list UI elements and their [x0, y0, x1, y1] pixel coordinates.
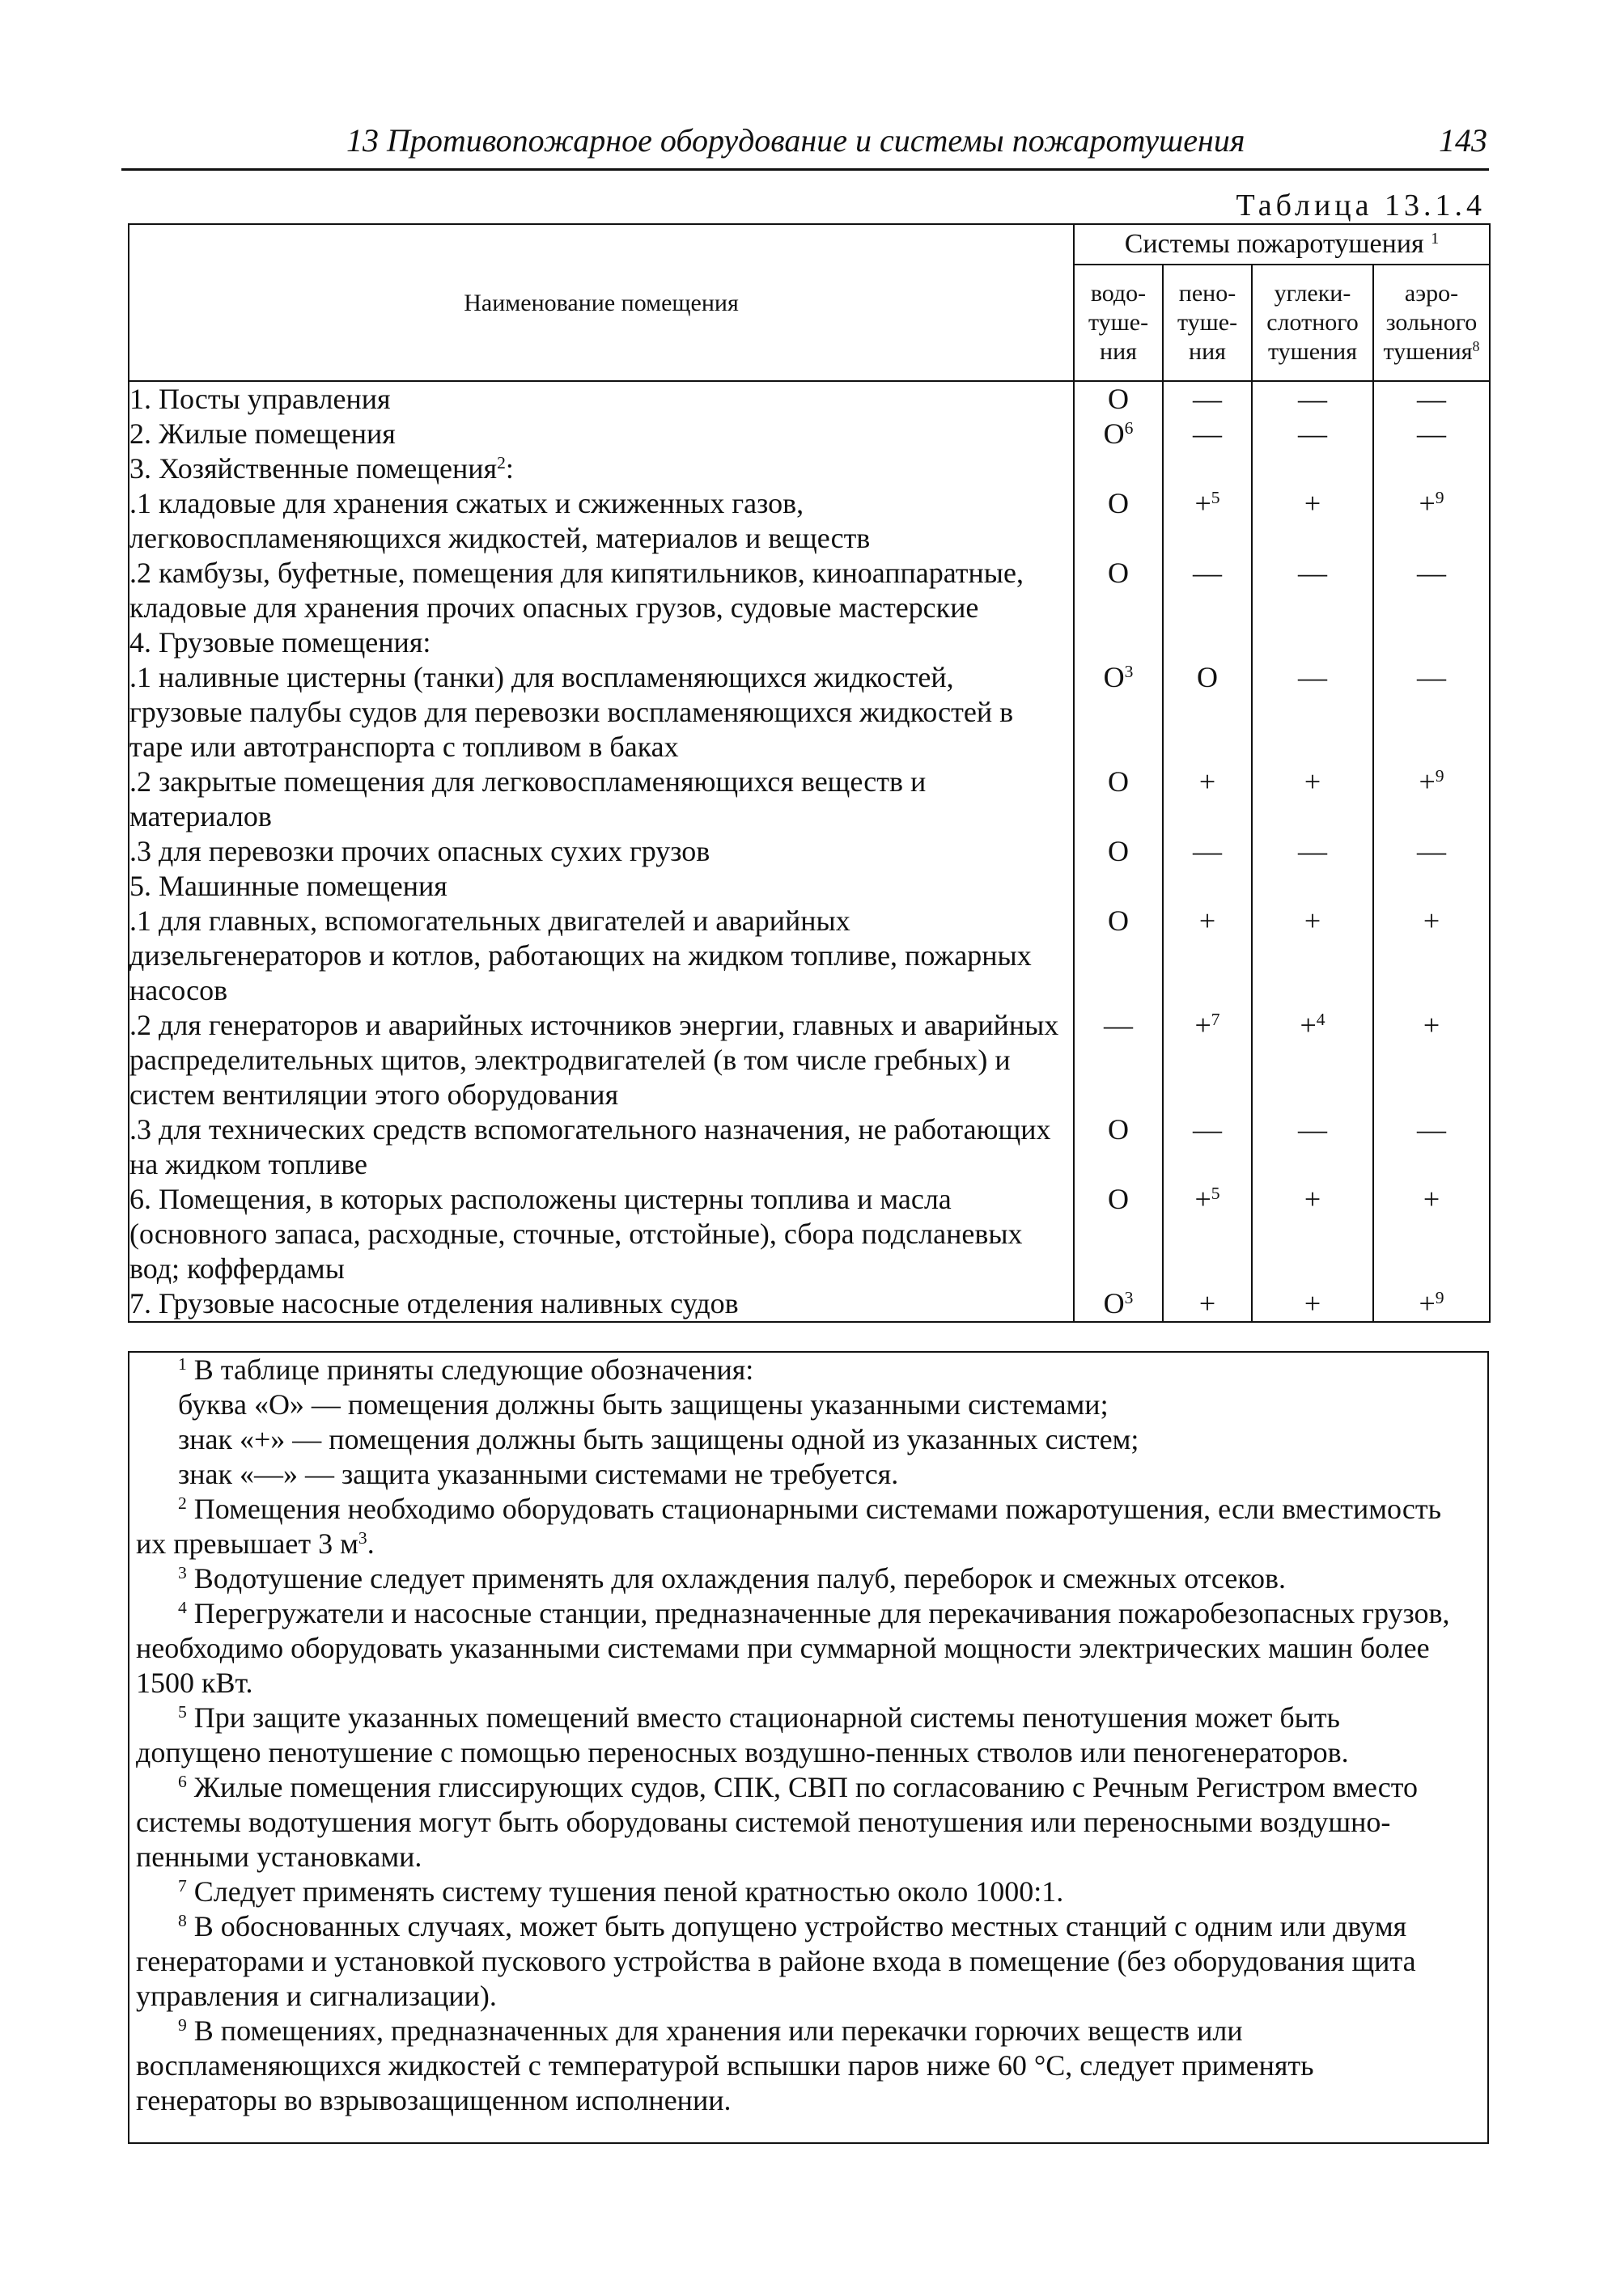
room-name-cell: 6. Помещения, в которых расположены цистерны топлива и масла (основного запаса, расходные, сточные, отстойные), сбора подсланевых вод; коффердамы: [129, 1182, 1074, 1286]
table-row: [129, 1112, 1490, 1182]
room-name-cell: 1. Посты управления: [129, 381, 1074, 417]
foam-value-cell: [1163, 451, 1252, 486]
co2-value-cell: —: [1252, 556, 1373, 625]
table-row: [129, 625, 1490, 660]
table-row: [129, 556, 1490, 625]
aerosol-value-cell: +: [1373, 904, 1490, 1008]
footnote-item: $^5$ При защите указанных помещений вместо стационарной системы пенотушения может быть допущено пенотушение с помощью переносных воздушно-пенных стволов или пеногенераторов.: [136, 1701, 1349, 1769]
header-water: водо- туше- ния: [1074, 265, 1163, 381]
foam-value-cell: [1163, 625, 1252, 660]
footnote-item: знак «+» — помещения должны быть защищены одной из указанных систем;: [178, 1423, 1139, 1455]
table-row: [129, 417, 1490, 451]
aerosol-value-cell: —: [1373, 834, 1490, 869]
foam-value-cell: —: [1163, 381, 1252, 417]
footnote-item: $^3$ Водотушение следует применять для охлаждения палуб, переборок и смежных отсеков.: [178, 1562, 1286, 1595]
water-value-cell: О: [1074, 1112, 1163, 1182]
footnote-mark: 5: [1211, 1184, 1220, 1204]
chapter-title: 13 Противопожарное оборудование и системы пожаротушения: [346, 122, 1245, 159]
room-name-cell: .2 закрытые помещения для легковоспламеняющихся веществ и материалов: [129, 765, 1074, 834]
foam-value-cell: —: [1163, 834, 1252, 869]
water-value-cell: О: [1074, 381, 1163, 417]
room-name-cell: .2 для генераторов и аварийных источников энергии, главных и аварийных распределительных щитов, электродвигателей (в том числе гребных) и систем вентиляции этого оборудования: [129, 1008, 1074, 1112]
co2-value-cell: +: [1252, 1182, 1373, 1286]
footnote-number: 4: [178, 1598, 187, 1618]
foam-value-cell: +$^5$: [1163, 1182, 1252, 1286]
aerosol-value-cell: +$^9$: [1373, 1286, 1490, 1322]
header-foam: пено- туше- ния: [1163, 265, 1252, 381]
table-row: [129, 765, 1490, 834]
header-aerosol-note: 8: [1472, 338, 1480, 355]
aerosol-value-cell: —: [1373, 556, 1490, 625]
table-body: [129, 381, 1490, 1322]
water-value-cell: О: [1074, 834, 1163, 869]
footnote-mark: 3: [1124, 1288, 1134, 1308]
footnote-item: $^9$ В помещениях, предназначенных для хранения или перекачки горючих веществ или воспламеняющихся жидкостей с температурой вспышки паров ниже 60 °С, следует применять генераторы во взрывозащищенном исполнении.: [136, 2014, 1314, 2116]
aerosol-value-cell: —: [1373, 417, 1490, 451]
aerosol-value-cell: +$^9$: [1373, 765, 1490, 834]
footnote-mark: 7: [1211, 1010, 1220, 1030]
running-header: [121, 120, 1489, 171]
co2-value-cell: +$^4$: [1252, 1008, 1373, 1112]
aerosol-value-cell: —: [1373, 381, 1490, 417]
water-value-cell: О: [1074, 765, 1163, 834]
co2-value-cell: —: [1252, 417, 1373, 451]
footnote-mark: 6: [1124, 418, 1134, 438]
footnote-mark: 9: [1435, 766, 1444, 786]
co2-value-cell: +: [1252, 1286, 1373, 1322]
footnote-item: буква «О» — помещения должны быть защищены указанными системами;: [178, 1388, 1109, 1421]
co2-value-cell: [1252, 451, 1373, 486]
foam-value-cell: —: [1163, 417, 1252, 451]
co2-value-cell: —: [1252, 834, 1373, 869]
table-row: [129, 834, 1490, 869]
aerosol-value-cell: —: [1373, 1112, 1490, 1182]
water-value-cell: [1074, 625, 1163, 660]
aerosol-value-cell: [1373, 625, 1490, 660]
foam-value-cell: +$^5$: [1163, 486, 1252, 556]
water-value-cell: О: [1074, 904, 1163, 1008]
room-name-cell: .2 камбузы, буфетные, помещения для кипятильников, киноаппаратные, кладовые для хранения прочих опасных грузов, судовые мастерские: [129, 556, 1074, 625]
room-name-cell: 3. Хозяйственные помещения$^2$:: [129, 451, 1074, 486]
footnote-item: знак «—» — защита указанными системами не требуется.: [178, 1458, 899, 1490]
water-value-cell: $О^3$: [1074, 1286, 1163, 1322]
footnote-mark: 9: [1435, 488, 1444, 508]
co2-value-cell: +: [1252, 765, 1373, 834]
room-name-cell: .1 наливные цистерны (танки) для воспламеняющихся жидкостей, грузовые палубы судов для перевозки воспламеняющихся жидкостей в таре или автотранспорта с топливом в баках: [129, 660, 1074, 765]
table-row: [129, 904, 1490, 1008]
co2-value-cell: —: [1252, 381, 1373, 417]
foam-value-cell: О: [1163, 660, 1252, 765]
aerosol-value-cell: +$^9$: [1373, 486, 1490, 556]
header-systems: Системы пожаротушения $^1$: [1074, 224, 1490, 265]
header-aerosol: аэро- зольного тушения$^8$: [1373, 265, 1490, 381]
footnote-mark: 4: [1316, 1010, 1325, 1030]
co2-value-cell: [1252, 869, 1373, 904]
table-caption: Таблица 13.1.4: [1236, 189, 1486, 222]
footnote-number: 2: [178, 1493, 187, 1514]
table-row: [129, 869, 1490, 904]
footnote-number: 3: [178, 1563, 187, 1583]
co2-value-cell: —: [1252, 660, 1373, 765]
water-value-cell: О: [1074, 1182, 1163, 1286]
fire-systems-table: [128, 223, 1491, 1323]
footnote-item: $^4$ Перегружатели и насосные станции, предназначенные для перекачивания пожаробезопасных грузов, необходимо оборудовать указанными системами при суммарной мощности электрических машин более 1500 кВт.: [136, 1597, 1450, 1699]
header-co2: углеки- слотного тушения: [1252, 265, 1373, 381]
foam-value-cell: +$^7$: [1163, 1008, 1252, 1112]
table-row: [129, 1008, 1490, 1112]
footnote-number: 5: [178, 1702, 187, 1722]
table-notes: [128, 1351, 1489, 2144]
room-name-cell: .1 кладовые для хранения сжатых и сжиженных газов, легковоспламеняющихся жидкостей, материалов и веществ: [129, 486, 1074, 556]
aerosol-value-cell: [1373, 869, 1490, 904]
foam-value-cell: —: [1163, 556, 1252, 625]
header-systems-note: 1: [1431, 229, 1440, 248]
water-value-cell: О: [1074, 556, 1163, 625]
room-name-cell: 2. Жилые помещения: [129, 417, 1074, 451]
water-value-cell: —: [1074, 1008, 1163, 1112]
aerosol-value-cell: +: [1373, 1008, 1490, 1112]
room-name-cell: .1 для главных, вспомогательных двигателей и аварийных дизельгенераторов и котлов, работающих на жидком топливе, пожарных насосов: [129, 904, 1074, 1008]
footnote-item: $^7$ Следует применять систему тушения пеной кратностью около 1000:1.: [178, 1875, 1064, 1908]
co2-value-cell: [1252, 625, 1373, 660]
room-name-cell: 7. Грузовые насосные отделения наливных судов: [129, 1286, 1074, 1322]
footnote-mark: 9: [1435, 1288, 1444, 1308]
water-value-cell: $О^3$: [1074, 660, 1163, 765]
co2-value-cell: +: [1252, 486, 1373, 556]
water-value-cell: [1074, 451, 1163, 486]
header-room-name: Наименование помещения: [129, 224, 1074, 381]
footnote-number: 1: [178, 1354, 187, 1375]
footnote-number: 7: [178, 1876, 187, 1896]
footnote-mark: 3: [1124, 662, 1134, 682]
aerosol-value-cell: —: [1373, 660, 1490, 765]
footnote-item: $^8$ В обоснованных случаях, может быть допущено устройство местных станций с одним или двумя генераторами и установкой пускового устройства в районе входа в помещение (без оборудования щита управления и сигнализации).: [136, 1910, 1416, 2012]
room-name-cell: 5. Машинные помещения: [129, 869, 1074, 904]
water-value-cell: $О^6$: [1074, 417, 1163, 451]
foam-value-cell: +: [1163, 765, 1252, 834]
table-row: [129, 486, 1490, 556]
footnote-item: $^6$ Жилые помещения глиссирующих судов, СПК, СВП по согласованию с Речным Регистром вместо системы водотушения могут быть оборудованы системой пенотушения или переносными воздушно-пенными установками.: [136, 1771, 1419, 1873]
table-row: [129, 451, 1490, 486]
footnote-item: $^2$ Помещения необходимо оборудовать стационарными системами пожаротушения, если вместимость их превышает 3 $м^3$.: [136, 1493, 1442, 1560]
footnote-mark: 5: [1211, 488, 1220, 508]
table-row: [129, 381, 1490, 417]
page-number: 143: [1439, 122, 1487, 159]
foam-value-cell: [1163, 869, 1252, 904]
co2-value-cell: —: [1252, 1112, 1373, 1182]
water-value-cell: О: [1074, 486, 1163, 556]
room-name-cell: .3 для технических средств вспомогательного назначения, не работающих на жидком топливе: [129, 1112, 1074, 1182]
footnote-mark: 2: [497, 453, 506, 473]
aerosol-value-cell: [1373, 451, 1490, 486]
foam-value-cell: +: [1163, 904, 1252, 1008]
water-value-cell: [1074, 869, 1163, 904]
table-row: [129, 1182, 1490, 1286]
foam-value-cell: —: [1163, 1112, 1252, 1182]
foam-value-cell: +: [1163, 1286, 1252, 1322]
table-row: [129, 1286, 1490, 1322]
footnote-item: $^1$ В таблице приняты следующие обозначения:: [178, 1353, 754, 1386]
co2-value-cell: +: [1252, 904, 1373, 1008]
footnote-number: 6: [178, 1772, 187, 1792]
room-name-cell: 4. Грузовые помещения:: [129, 625, 1074, 660]
aerosol-value-cell: +: [1373, 1182, 1490, 1286]
footnote-number: 8: [178, 1911, 187, 1931]
footnote-number: 9: [178, 2015, 187, 2035]
table-row: [129, 660, 1490, 765]
room-name-cell: .3 для перевозки прочих опасных сухих грузов: [129, 834, 1074, 869]
